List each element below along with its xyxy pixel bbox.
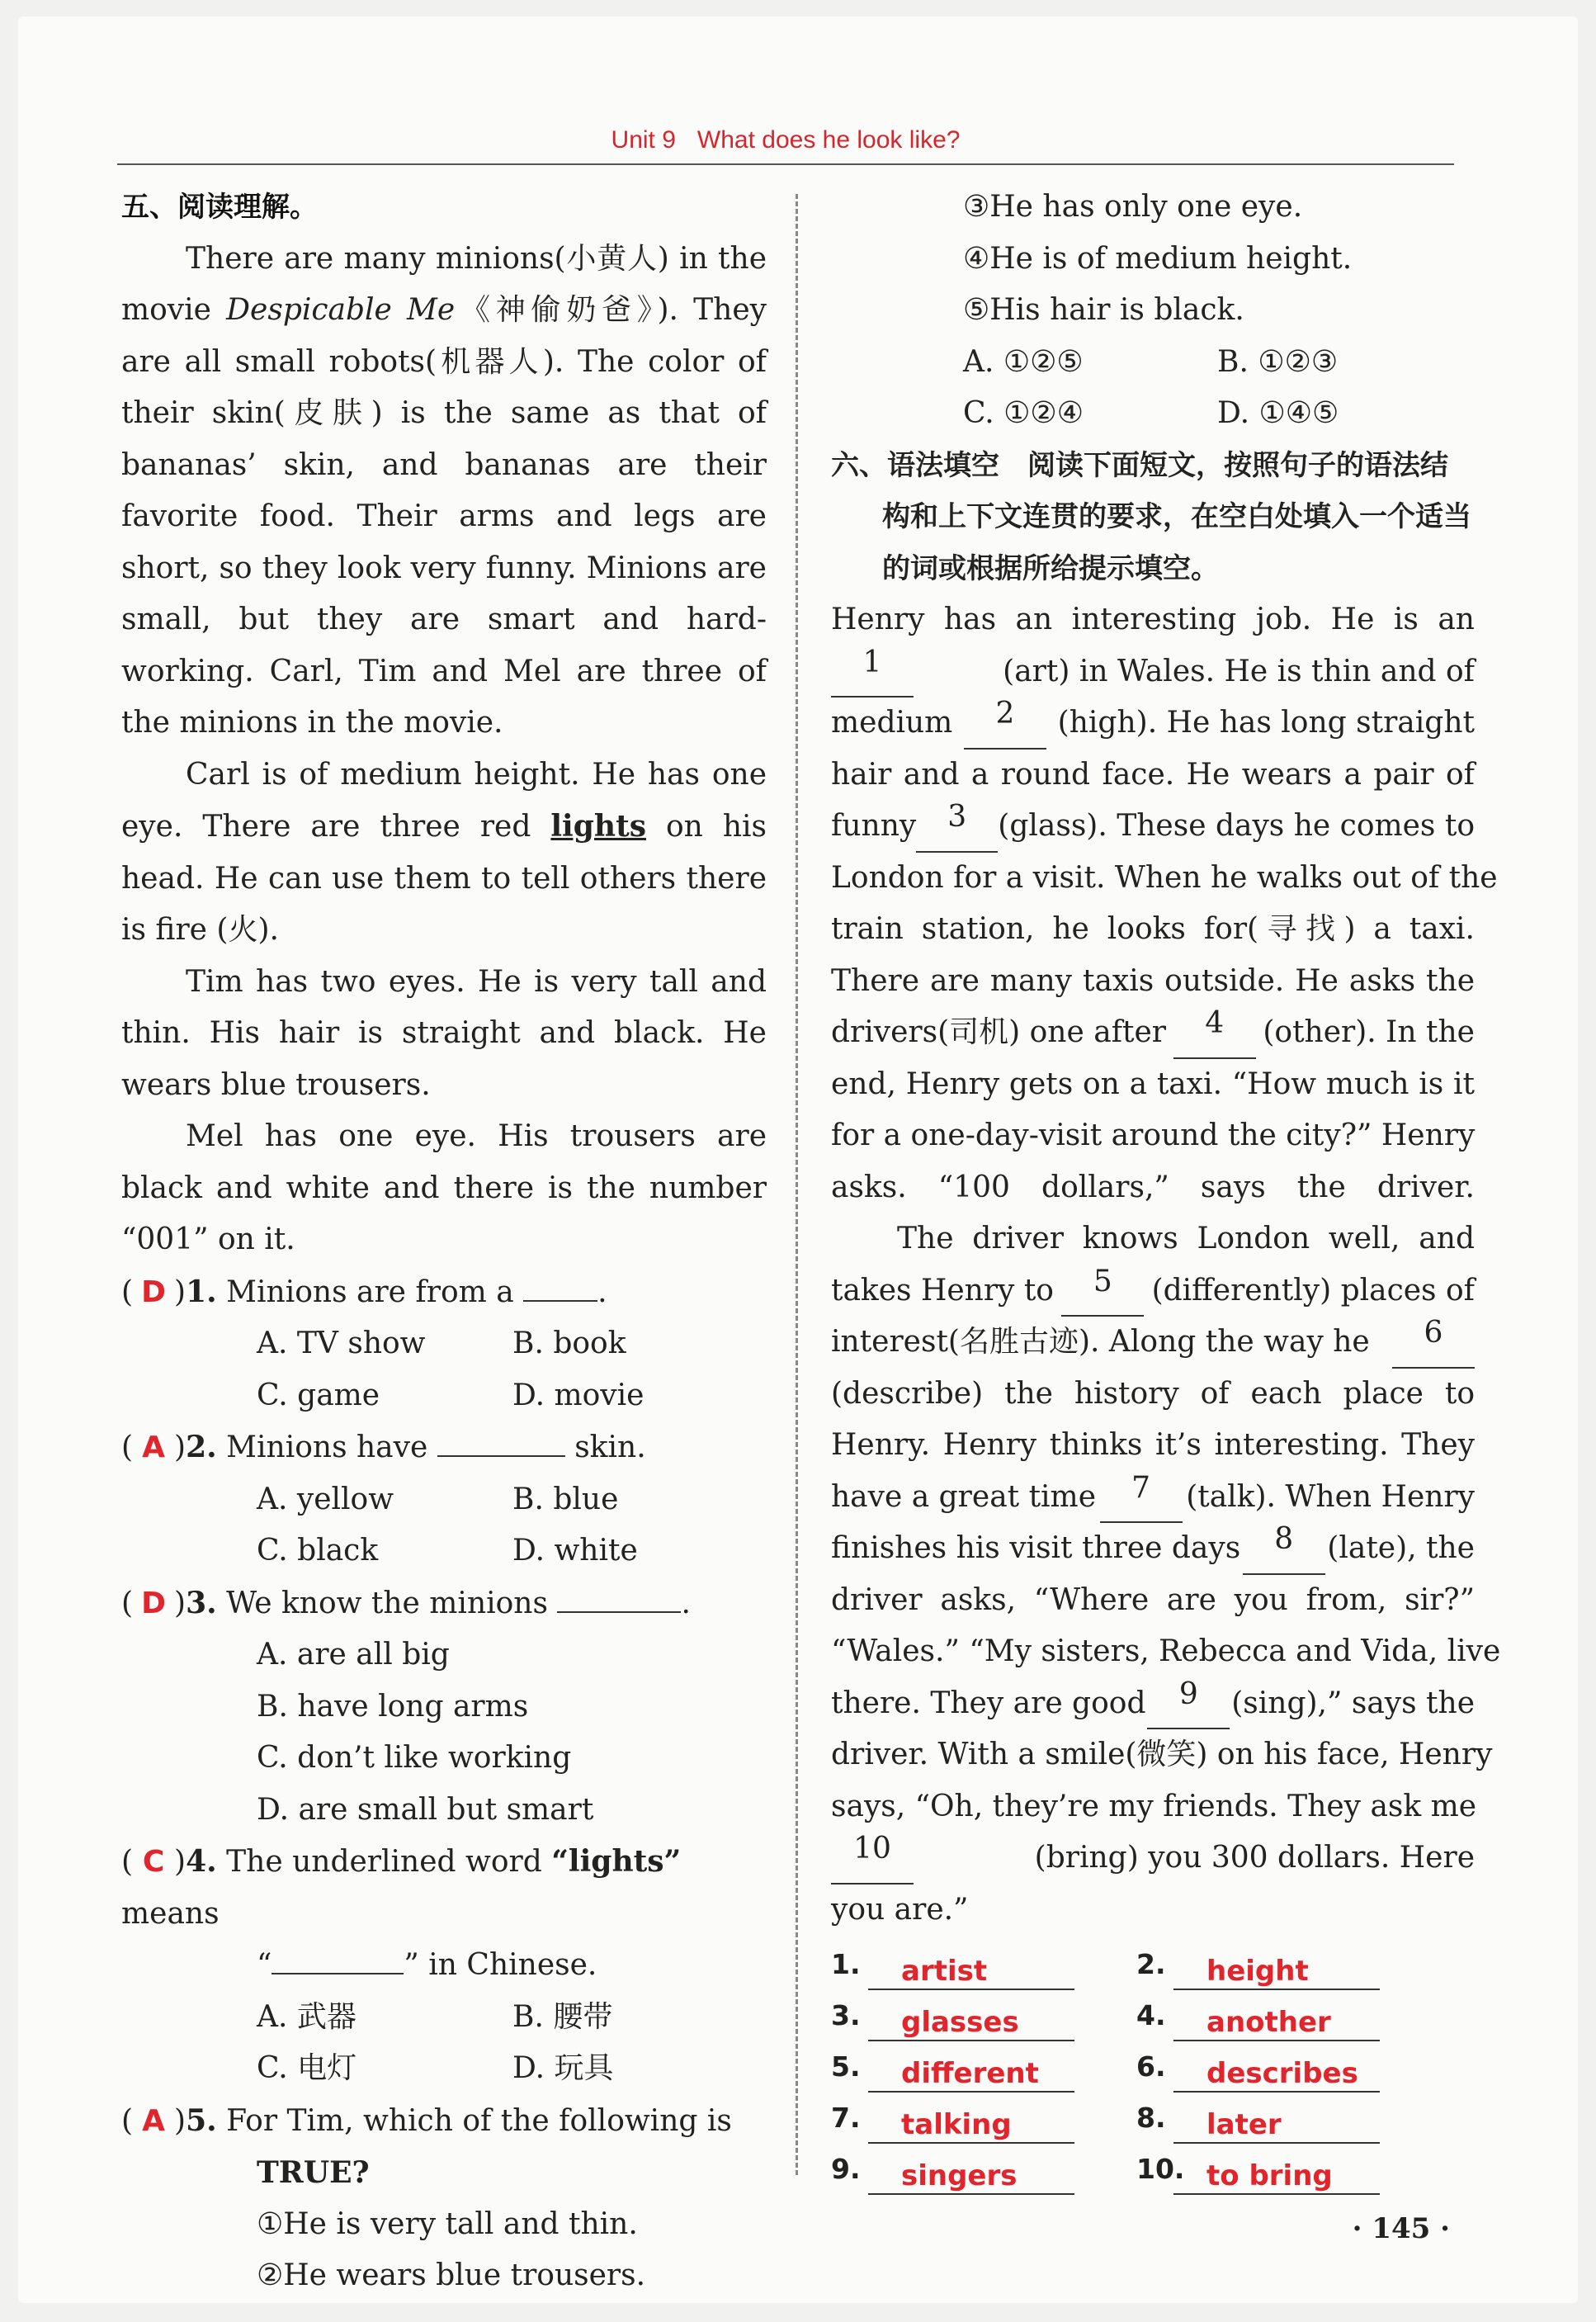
- cloze-blank[interactable]: 2: [964, 698, 1046, 750]
- options-row: [121, 1370, 767, 1422]
- answer-item: [1136, 1939, 1442, 1991]
- answer-number: 6.: [1136, 2050, 1166, 2083]
- answer-list: [831, 1939, 1475, 2195]
- answer-value[interactable]: different: [868, 2057, 1074, 2093]
- cloze-blank[interactable]: 4: [1173, 1007, 1256, 1059]
- cloze-line: [831, 801, 1475, 853]
- cloze-line: [831, 1007, 1475, 1059]
- cloze-blank[interactable]: 8: [1243, 1523, 1325, 1575]
- passage-paragraph-2: [121, 750, 767, 957]
- cloze-line: [831, 1420, 1475, 1472]
- cloze-line: [831, 1523, 1475, 1575]
- paren-close: ): [174, 1586, 187, 1620]
- question-stem: For Tim, which of the following is: [226, 2103, 732, 2138]
- question-3: [121, 1577, 767, 1630]
- cloze-text: interest(名胜古迹). Along the way he: [831, 1325, 1370, 1359]
- option-a[interactable]: A. ①②⑤: [963, 344, 1084, 379]
- cloze-line: [831, 904, 1475, 956]
- cloze-blank[interactable]: 9: [1147, 1678, 1230, 1730]
- option-b[interactable]: B. 腰带: [512, 1999, 613, 2034]
- cloze-line: [831, 1729, 1493, 1781]
- cloze-text: There are many taxis outside. He asks the: [831, 963, 1475, 998]
- column-divider: [796, 194, 798, 2175]
- section5-title: 五、阅读理解。: [121, 191, 318, 224]
- answer-number: 2.: [1136, 1947, 1166, 1980]
- answer-row: [831, 2144, 1475, 2195]
- option-d[interactable]: D. ①④⑤: [1217, 396, 1339, 430]
- option-b[interactable]: B. book: [512, 1327, 626, 1360]
- answer-blank[interactable]: [272, 1946, 404, 1974]
- option-c[interactable]: C. ①②④: [963, 396, 1084, 430]
- cloze-line: [831, 956, 1475, 1008]
- question-tail: means: [121, 1896, 220, 1931]
- question-stem: The underlined word: [226, 1845, 552, 1879]
- cloze-line: [831, 1781, 1475, 1833]
- option-b[interactable]: B. have long arms: [257, 1689, 529, 1724]
- answer-value[interactable]: another: [1173, 2006, 1380, 2041]
- statement-2: ②He wears blue trousers.: [257, 2258, 646, 2292]
- question-number: 2.: [186, 1430, 217, 1464]
- paren-close: ): [174, 2103, 187, 2138]
- answer-number: 5.: [831, 2050, 861, 2083]
- options-row: [121, 2043, 767, 2095]
- cloze-blank[interactable]: 1: [831, 646, 914, 698]
- option-d[interactable]: D. movie: [512, 1378, 645, 1412]
- paren-open: (: [121, 2103, 134, 2138]
- answer-item: [1136, 2093, 1442, 2145]
- answer-number: 10.: [1136, 2152, 1185, 2185]
- cloze-line: [831, 1833, 1475, 1885]
- answer-number: 9.: [831, 2152, 861, 2185]
- option-a[interactable]: A. yellow: [257, 1482, 394, 1516]
- answer-item: [831, 1990, 1136, 2042]
- question-tail: .: [597, 1274, 607, 1309]
- option-d[interactable]: D. white: [512, 1534, 638, 1568]
- answer-letter: A: [142, 2103, 165, 2138]
- cloze-text: says, “Oh, they’re my friends. They ask me: [831, 1789, 1477, 1823]
- movie-title: Despicable Me: [226, 293, 456, 327]
- answer-value[interactable]: talking: [868, 2108, 1074, 2144]
- question-number: 3.: [186, 1585, 217, 1620]
- question-stem: Minions are from a: [226, 1274, 514, 1309]
- cloze-blank[interactable]: 10: [831, 1833, 914, 1885]
- question-2: [121, 1421, 767, 1474]
- answer-value[interactable]: glasses: [868, 2006, 1074, 2041]
- answer-value[interactable]: singers: [868, 2159, 1074, 2195]
- option-a[interactable]: A. 武器: [257, 1999, 357, 2034]
- answer-blank[interactable]: [437, 1429, 565, 1457]
- cloze-text: finishes his visit three days: [831, 1531, 1241, 1565]
- option-d[interactable]: D. 玩具: [512, 2051, 614, 2085]
- cloze-passage: [831, 594, 1501, 1936]
- answer-item: [831, 2144, 1136, 2196]
- unit-label: Unit 9: [611, 126, 676, 154]
- cloze-blank[interactable]: 7: [1100, 1472, 1183, 1524]
- cloze-text: drivers(司机) one after: [831, 1015, 1167, 1049]
- cloze-text: there. They are good: [831, 1686, 1146, 1720]
- statement-5: ⑤His hair is black.: [963, 293, 1244, 327]
- cloze-text: driver asks, “Where are you from, sir?”: [831, 1582, 1475, 1617]
- question-5: [121, 2095, 767, 2148]
- answer-blank[interactable]: [523, 1274, 597, 1302]
- cloze-line: [831, 698, 1475, 750]
- passage-text: 《神偷奶爸》). They are all small robots(机器人). The color of their skin(皮肤) is the same as that of bananas’ skin, and bananas are their favorite food. Their arms and legs are short, so they look very funny. Minions are small, but they are smart and hard-working. Carl, Tim and Mel are three of the minions in the movie.: [121, 293, 767, 740]
- answer-item: [831, 1939, 1136, 1991]
- question-stem: Minions have: [226, 1431, 428, 1464]
- answer-item: [1136, 2144, 1442, 2196]
- left-column: [121, 182, 767, 2302]
- answer-row: [831, 1939, 1475, 1990]
- cloze-line: [831, 1472, 1475, 1524]
- question-1: [121, 1266, 767, 1319]
- options-row: [831, 388, 1475, 440]
- option-c[interactable]: C. black: [257, 1534, 379, 1568]
- answer-blank[interactable]: [557, 1585, 681, 1613]
- options-row: [121, 1318, 767, 1370]
- right-column: [831, 182, 1501, 2195]
- cloze-text: train station, he looks for(寻找) a taxi.: [831, 912, 1475, 946]
- paren-close: ): [174, 1431, 187, 1464]
- answer-letter: C: [142, 1845, 165, 1879]
- page-number: · 145 ·: [1352, 2212, 1450, 2245]
- statement-1: ①He is very tall and thin.: [257, 2206, 638, 2241]
- cloze-line: [831, 1678, 1475, 1730]
- cloze-text: hair and a round face. He wears a pair of: [831, 757, 1475, 792]
- cloze-text: (high). He has long straight: [1057, 706, 1475, 740]
- answer-value[interactable]: to bring: [1173, 2159, 1380, 2195]
- section6-title: 六、语法填空 阅读下面短文，按照句子的语法结构和上下文连贯的要求，在空白处填入一个适当的词或根据所给提示填空。: [831, 448, 1471, 585]
- cloze-text: end, Henry gets on a taxi. “How much is it: [831, 1066, 1475, 1101]
- question-stem: We know the minions: [226, 1586, 548, 1620]
- cloze-text: driver. With a smile(微笑) on his face, Henry: [831, 1738, 1493, 1771]
- option-c[interactable]: C. 电灯: [257, 2051, 357, 2085]
- question-number: 4.: [186, 1844, 217, 1879]
- answer-number: 3.: [831, 1998, 861, 2031]
- cloze-text: you are.”: [831, 1892, 969, 1927]
- statement-4: ④He is of medium height.: [963, 241, 1353, 276]
- cloze-text: (talk). When Henry: [1186, 1479, 1475, 1514]
- cloze-line: [831, 594, 1475, 646]
- cloze-text: Henry has an interesting job. He is an: [831, 603, 1475, 636]
- cloze-text: (sing),” says the: [1231, 1686, 1475, 1720]
- question-tail: skin.: [574, 1431, 646, 1464]
- cloze-text: asks. “100 dollars,” says the driver.: [831, 1170, 1475, 1204]
- cloze-text: (differently) places of: [1151, 1273, 1475, 1308]
- cloze-text: Henry. Henry thinks it’s interesting. They: [831, 1428, 1475, 1462]
- cloze-line: [831, 1110, 1475, 1162]
- option-b[interactable]: B. blue: [512, 1482, 619, 1516]
- answer-item: [1136, 2041, 1442, 2093]
- passage-text: on his head. He can use them to tell others there is fire (火).: [121, 810, 767, 947]
- cloze-line: [831, 750, 1475, 802]
- cloze-text: The driver knows London well, and: [897, 1222, 1475, 1256]
- paren-open: (: [121, 1431, 134, 1464]
- cloze-text: (glass). These days he comes to: [998, 809, 1475, 843]
- answer-number: 8.: [1136, 2101, 1166, 2134]
- options-row: [121, 1992, 767, 2044]
- cloze-line: [831, 1575, 1475, 1627]
- paren-open: (: [121, 1845, 134, 1879]
- underlined-word: lights: [550, 809, 646, 844]
- cloze-text: (describe) the history of each place to: [831, 1376, 1475, 1411]
- option-c[interactable]: C. game: [257, 1378, 380, 1412]
- cloze-text: “Wales.” “My sisters, Rebecca and Vida, live: [831, 1634, 1501, 1668]
- question-number: 1.: [186, 1274, 217, 1309]
- option-a[interactable]: A. are all big: [257, 1638, 450, 1672]
- cloze-text: for a one-day-visit around the city?” Henry: [831, 1118, 1476, 1152]
- paren-close: ): [174, 1845, 187, 1879]
- cloze-text: funny: [831, 809, 917, 843]
- cloze-line: [831, 1213, 1475, 1265]
- answer-row: [831, 2093, 1475, 2144]
- option-a[interactable]: A. TV show: [257, 1327, 426, 1360]
- answer-row: [831, 1990, 1475, 2041]
- cloze-text: (art) in Wales. He is thin and of: [1003, 654, 1475, 688]
- cloze-line: [831, 1885, 1475, 1937]
- cloze-blank[interactable]: 6: [1392, 1317, 1475, 1369]
- passage-paragraph-3: Tim has two eyes. He is very tall and thin. His hair is straight and black. He wears blue trousers.: [121, 964, 767, 1102]
- cloze-text: takes Henry to: [831, 1273, 1054, 1308]
- quoted-word: “lights”: [551, 1844, 682, 1879]
- page-sheet: [18, 17, 1578, 2303]
- paren-open: (: [121, 1274, 134, 1309]
- question-5-line2: TRUE?: [257, 2155, 370, 2190]
- options-row: [831, 337, 1475, 389]
- answer-number: 1.: [831, 1947, 861, 1980]
- answer-value[interactable]: height: [1173, 1955, 1380, 1990]
- paren-close: ): [174, 1274, 187, 1309]
- cloze-text: have a great time: [831, 1479, 1096, 1514]
- cloze-line: [831, 1369, 1475, 1421]
- answer-item: [1136, 1990, 1442, 2042]
- passage-text: There are many minions(小黄人) in the movie: [121, 241, 767, 327]
- answer-letter: D: [141, 1586, 166, 1620]
- cloze-line: [831, 853, 1498, 905]
- cloze-line: [831, 1317, 1475, 1369]
- cloze-line: [831, 1059, 1475, 1111]
- cloze-text: (late), the: [1327, 1531, 1475, 1565]
- answer-value[interactable]: later: [1173, 2108, 1380, 2144]
- cloze-line: [831, 646, 1475, 698]
- unit-title: What does he look like?: [696, 126, 961, 154]
- option-d[interactable]: D. are small but smart: [257, 1792, 594, 1827]
- passage-paragraph-1: [121, 234, 767, 750]
- answer-row: [831, 2041, 1475, 2093]
- answer-number: 7.: [831, 2101, 861, 2134]
- passage-text: Carl is of medium height. He has one eye. There are three red: [121, 757, 767, 844]
- cloze-blank[interactable]: 5: [1061, 1265, 1144, 1317]
- option-b[interactable]: B. ①②③: [1217, 344, 1339, 379]
- page-header: [117, 116, 1454, 165]
- cloze-text: medium: [831, 706, 953, 740]
- answer-number: 4.: [1136, 1998, 1166, 2031]
- cloze-line: [831, 1162, 1475, 1214]
- paren-open: (: [121, 1586, 134, 1620]
- cloze-line: [831, 1626, 1501, 1678]
- cloze-text: London for a visit. When he walks out of the: [831, 860, 1498, 895]
- option-c[interactable]: C. don’t like working: [257, 1741, 572, 1775]
- question-tail: .: [681, 1586, 691, 1620]
- passage-paragraph-4: Mel has one eye. His trousers are black and white and there is the number “001” on it.: [121, 1119, 767, 1256]
- answer-value[interactable]: artist: [868, 1955, 1074, 1990]
- question-number: 5.: [186, 2102, 217, 2138]
- answer-value[interactable]: describes: [1173, 2057, 1380, 2093]
- question-4: [121, 1836, 767, 1940]
- answer-item: [831, 2093, 1136, 2145]
- options-row: [121, 1525, 767, 1577]
- question-4-line2: “ ” in Chinese.: [257, 1948, 597, 1982]
- cloze-text: (bring) you 300 dollars. Here: [1034, 1841, 1475, 1875]
- answer-letter: D: [141, 1274, 166, 1309]
- options-row: [121, 1474, 767, 1526]
- cloze-blank[interactable]: 3: [916, 801, 998, 853]
- answer-item: [831, 2041, 1136, 2093]
- statement-3: ③He has only one eye.: [963, 190, 1303, 224]
- cloze-line: [831, 1265, 1475, 1317]
- answer-letter: A: [142, 1431, 165, 1464]
- question-tail: ” in Chinese.: [404, 1948, 597, 1982]
- cloze-text: (other). In the: [1263, 1015, 1475, 1049]
